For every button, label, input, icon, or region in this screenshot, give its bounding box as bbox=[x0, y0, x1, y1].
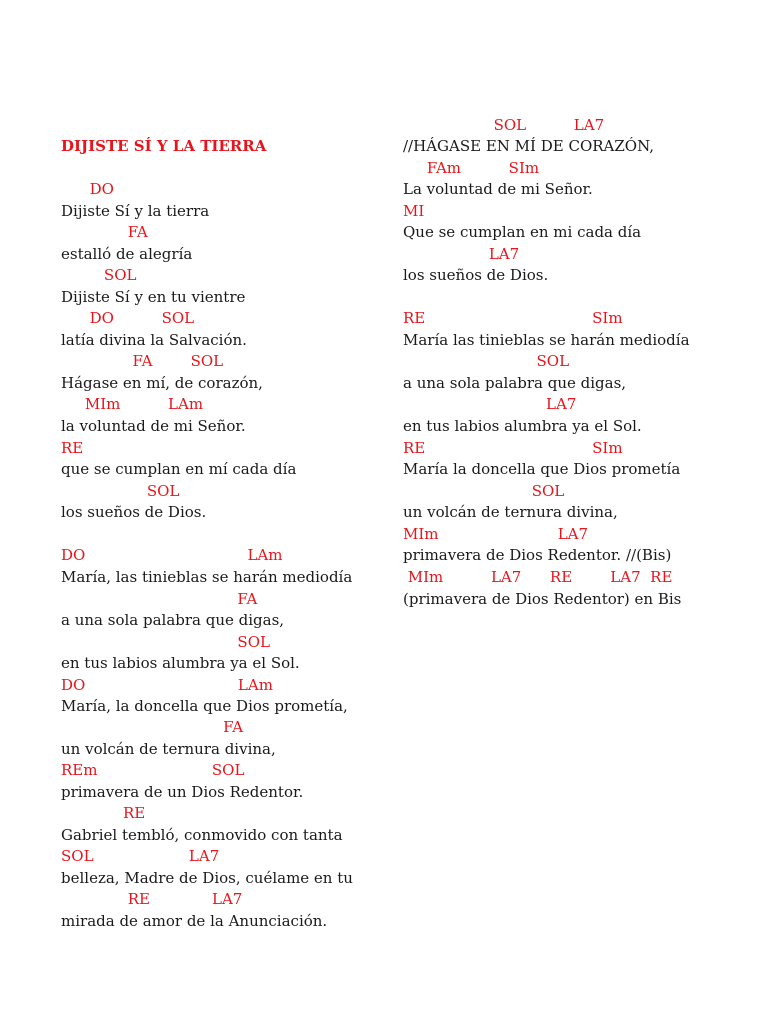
lyric-line: María, las tinieblas se harán mediodía bbox=[61, 568, 353, 586]
chord-line: SOL bbox=[403, 352, 570, 370]
chord-line: MI bbox=[403, 202, 425, 220]
lyric-line: un volcán de ternura divina, bbox=[403, 503, 618, 521]
chord-line: SOL bbox=[61, 633, 270, 651]
chord-line: FA bbox=[61, 590, 258, 608]
chord-line: FA bbox=[61, 223, 148, 241]
chord-line: FA bbox=[61, 718, 244, 736]
lyric-line: La voluntad de mi Señor. bbox=[403, 180, 593, 198]
lyric-line: Hágase en mí, de corazón, bbox=[61, 374, 263, 392]
chord-line: FAm SIm bbox=[403, 159, 540, 177]
lyric-line: (primavera de Dios Redentor) en Bis bbox=[403, 590, 682, 608]
lyric-line: Dijiste Sí y en tu vientre bbox=[61, 288, 246, 306]
chord-line: RE bbox=[61, 439, 84, 457]
chord-line: SOL bbox=[61, 482, 180, 500]
lyric-line: Dijiste Sí y la tierra bbox=[61, 202, 210, 220]
lyric-line: en tus labios alumbra ya el Sol. bbox=[403, 417, 642, 435]
lyric-line: María la doncella que Dios prometía bbox=[403, 460, 681, 478]
lyric-line: belleza, Madre de Dios, cuélame en tu bbox=[61, 869, 353, 887]
lyric-line: a una sola palabra que digas, bbox=[61, 611, 285, 629]
chord-line: SOL LA7 bbox=[61, 847, 220, 865]
chord-line: SOL LA7 bbox=[403, 116, 605, 134]
chord-line: LA7 bbox=[403, 395, 577, 413]
chord-line: REm SOL bbox=[61, 761, 245, 779]
lyric-line: Que se cumplan en mi cada día bbox=[403, 223, 642, 241]
chord-line: RE bbox=[61, 804, 146, 822]
lyric-line: la voluntad de mi Señor. bbox=[61, 417, 246, 435]
lyric-line: latía divina la Salvación. bbox=[61, 331, 247, 349]
lyric-line: mirada de amor de la Anunciación. bbox=[61, 912, 328, 930]
chord-line: DO LAm bbox=[61, 546, 283, 564]
lyric-line: //HÁGASE EN MÍ DE CORAZÓN, bbox=[403, 137, 655, 155]
chord-line: MIm LA7 bbox=[403, 525, 589, 543]
chord-line: SOL bbox=[403, 482, 565, 500]
chord-line: FA SOL bbox=[61, 352, 224, 370]
chord-line: RE LA7 bbox=[61, 890, 243, 908]
lyric-line: los sueños de Dios. bbox=[61, 503, 207, 521]
lyric-line: a una sola palabra que digas, bbox=[403, 374, 627, 392]
chord-line: DO SOL bbox=[61, 309, 195, 327]
lyric-line: los sueños de Dios. bbox=[403, 266, 549, 284]
lyric-line: primavera de un Dios Redentor. bbox=[61, 783, 304, 801]
chord-line: RE SIm bbox=[403, 439, 623, 457]
chord-line: RE SIm bbox=[403, 309, 623, 327]
lyric-line: estalló de alegría bbox=[61, 245, 193, 263]
chord-line: LA7 bbox=[403, 245, 520, 263]
lyric-line: María las tinieblas se harán mediodía bbox=[403, 331, 690, 349]
chord-line: DO LAm bbox=[61, 676, 273, 694]
chord-line: SOL bbox=[61, 266, 137, 284]
chord-line: DO bbox=[61, 180, 114, 198]
lyric-line: que se cumplan en mí cada día bbox=[61, 460, 297, 478]
lyric-line: en tus labios alumbra ya el Sol. bbox=[61, 654, 300, 672]
lyric-line: un volcán de ternura divina, bbox=[61, 740, 276, 758]
lyric-line: María, la doncella que Dios prometía, bbox=[61, 697, 348, 715]
chord-line: MIm LA7 RE LA7 RE bbox=[403, 568, 673, 586]
lyric-line: primavera de Dios Redentor. //(Bis) bbox=[403, 546, 672, 564]
chord-line: MIm LAm bbox=[61, 395, 204, 413]
song-title: DIJISTE SÍ Y LA TIERRA bbox=[61, 137, 267, 155]
lyric-line: Gabriel tembló, conmovido con tanta bbox=[61, 826, 343, 844]
